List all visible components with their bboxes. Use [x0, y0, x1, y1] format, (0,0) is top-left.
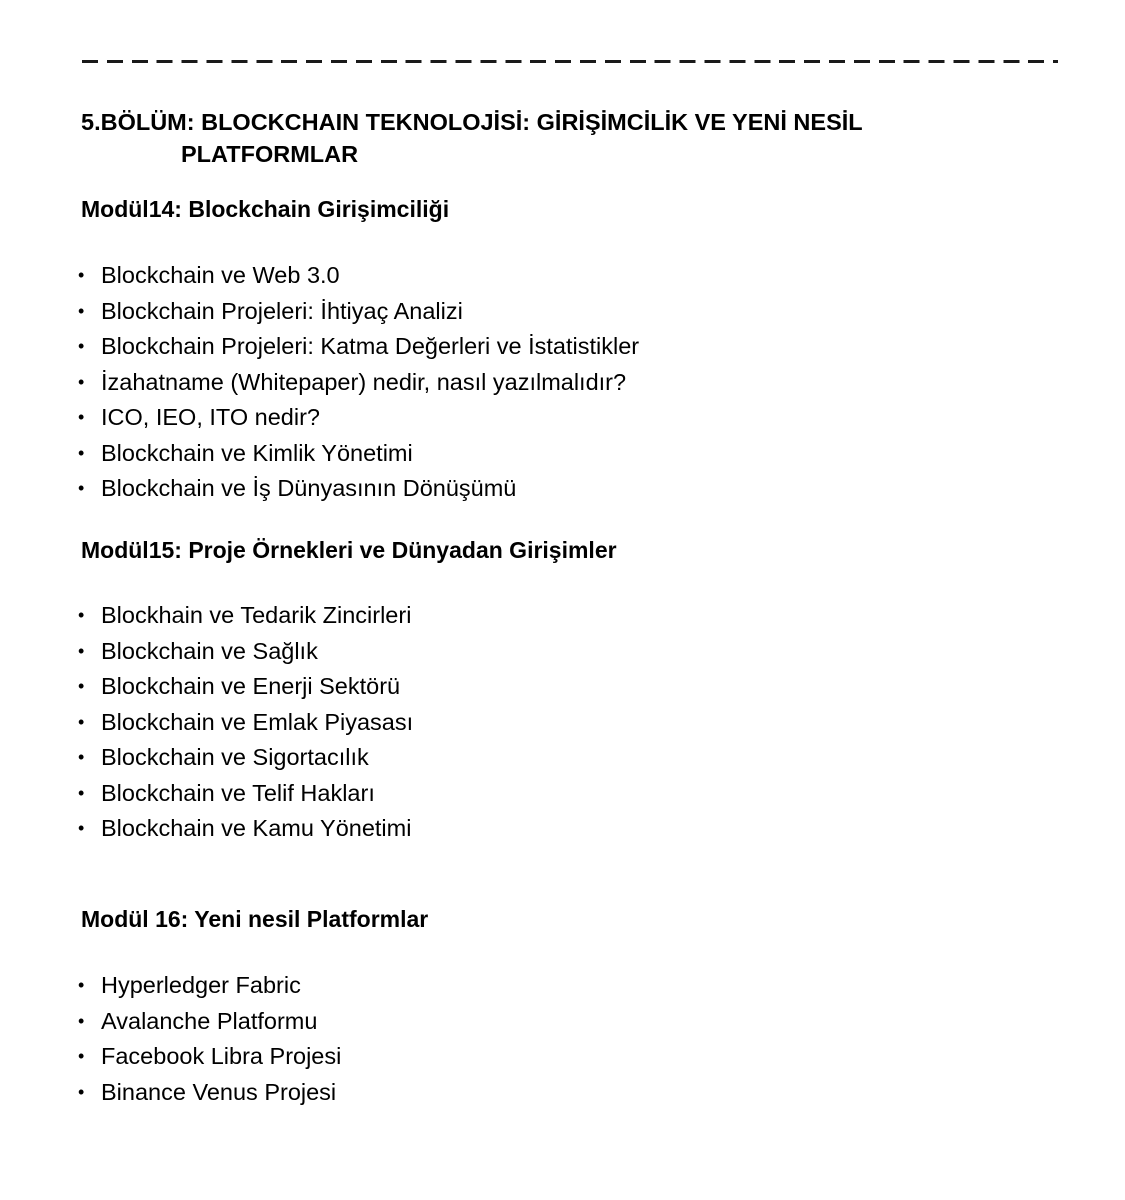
- module-16-heading: Modül 16: Yeni nesil Platformlar: [81, 906, 429, 932]
- bullet-icon: •: [78, 265, 85, 285]
- list-item: [78, 367, 639, 403]
- list-item: [78, 1041, 341, 1077]
- bullet-icon: •: [78, 1046, 85, 1066]
- bullet-icon: •: [78, 676, 85, 696]
- list-item-text: Blockchain Projeleri: Katma Değerleri ve İstatistikler: [101, 333, 640, 359]
- bullet-icon: •: [78, 782, 85, 803]
- list-item: [78, 402, 639, 438]
- section-title: [81, 106, 1041, 170]
- list-item-text: Blockchain ve Web 3.0: [101, 262, 340, 288]
- list-item-text: Binance Venus Projesi: [101, 1078, 337, 1105]
- list-item-text: Blockhain ve Tedarik Zincirleri: [101, 602, 412, 628]
- module-16-list: [78, 970, 341, 1112]
- list-item-text: İzahatname (Whitepaper) nedir, nasıl yazılmalıdır?: [101, 368, 627, 395]
- section-title-line-2: PLATFORMLAR: [181, 141, 359, 167]
- list-item-text: Avalanche Platformu: [101, 1007, 318, 1034]
- list-item: [78, 742, 413, 778]
- list-item: [78, 636, 413, 672]
- list-item-text: Blockchain ve Emlak Piyasası: [101, 708, 414, 735]
- bullet-icon: •: [78, 711, 85, 732]
- bullet-icon: •: [78, 747, 85, 767]
- list-item: [78, 778, 413, 814]
- list-item: [78, 473, 639, 509]
- bullet-icon: •: [78, 605, 85, 625]
- list-item: [78, 1077, 341, 1113]
- bullet-icon: •: [78, 442, 85, 463]
- list-item: [78, 438, 639, 474]
- list-item-text: Blockchain ve Kimlik Yönetimi: [101, 439, 413, 466]
- module-14-list: [78, 260, 639, 509]
- bullet-icon: •: [78, 818, 85, 838]
- list-item-text: Hyperledger Fabric: [101, 972, 301, 998]
- list-item: [78, 813, 413, 849]
- list-item-text: Blockchain ve İş Dünyasının Dönüşümü: [101, 475, 517, 501]
- list-item: [78, 260, 639, 296]
- module-14-heading: Modül14: Blockchain Girişimciliği: [81, 196, 450, 222]
- module-15-heading: Modül15: Proje Örnekleri ve Dünyadan Girişimler: [81, 537, 617, 563]
- list-item: [78, 1006, 341, 1042]
- list-item: [78, 970, 341, 1006]
- bullet-icon: •: [78, 478, 85, 498]
- dashed-separator: [82, 60, 1058, 63]
- list-item-text: Blockchain ve Sigortacılık: [101, 744, 369, 770]
- bullet-icon: •: [78, 640, 85, 661]
- bullet-icon: •: [78, 336, 85, 356]
- list-item: [78, 600, 413, 636]
- bullet-icon: •: [78, 300, 85, 321]
- module-15-list: [78, 600, 413, 849]
- list-item-text: Blockchain Projeleri: İhtiyaç Analizi: [101, 297, 463, 324]
- list-item-text: Facebook Libra Projesi: [101, 1043, 342, 1069]
- section-title-line-1: 5.BÖLÜM: BLOCKCHAIN TEKNOLOJİSİ: GİRİŞİMCİLİK VE YENİ NESİL: [81, 109, 863, 135]
- list-item-text: Blockchain ve Sağlık: [101, 637, 318, 664]
- list-item-text: ICO, IEO, ITO nedir?: [101, 404, 320, 430]
- list-item-text: Blockchain ve Kamu Yönetimi: [101, 815, 412, 841]
- bullet-icon: •: [78, 1010, 85, 1031]
- bullet-icon: •: [78, 407, 85, 427]
- bullet-icon: •: [78, 1081, 85, 1102]
- bullet-icon: •: [78, 371, 85, 392]
- list-item-text: Blockchain ve Enerji Sektörü: [101, 673, 401, 699]
- list-item-text: Blockchain ve Telif Hakları: [101, 779, 375, 806]
- list-item: [78, 707, 413, 743]
- list-item: [78, 671, 413, 707]
- list-item: [78, 296, 639, 332]
- bullet-icon: •: [78, 975, 85, 995]
- list-item: [78, 331, 639, 367]
